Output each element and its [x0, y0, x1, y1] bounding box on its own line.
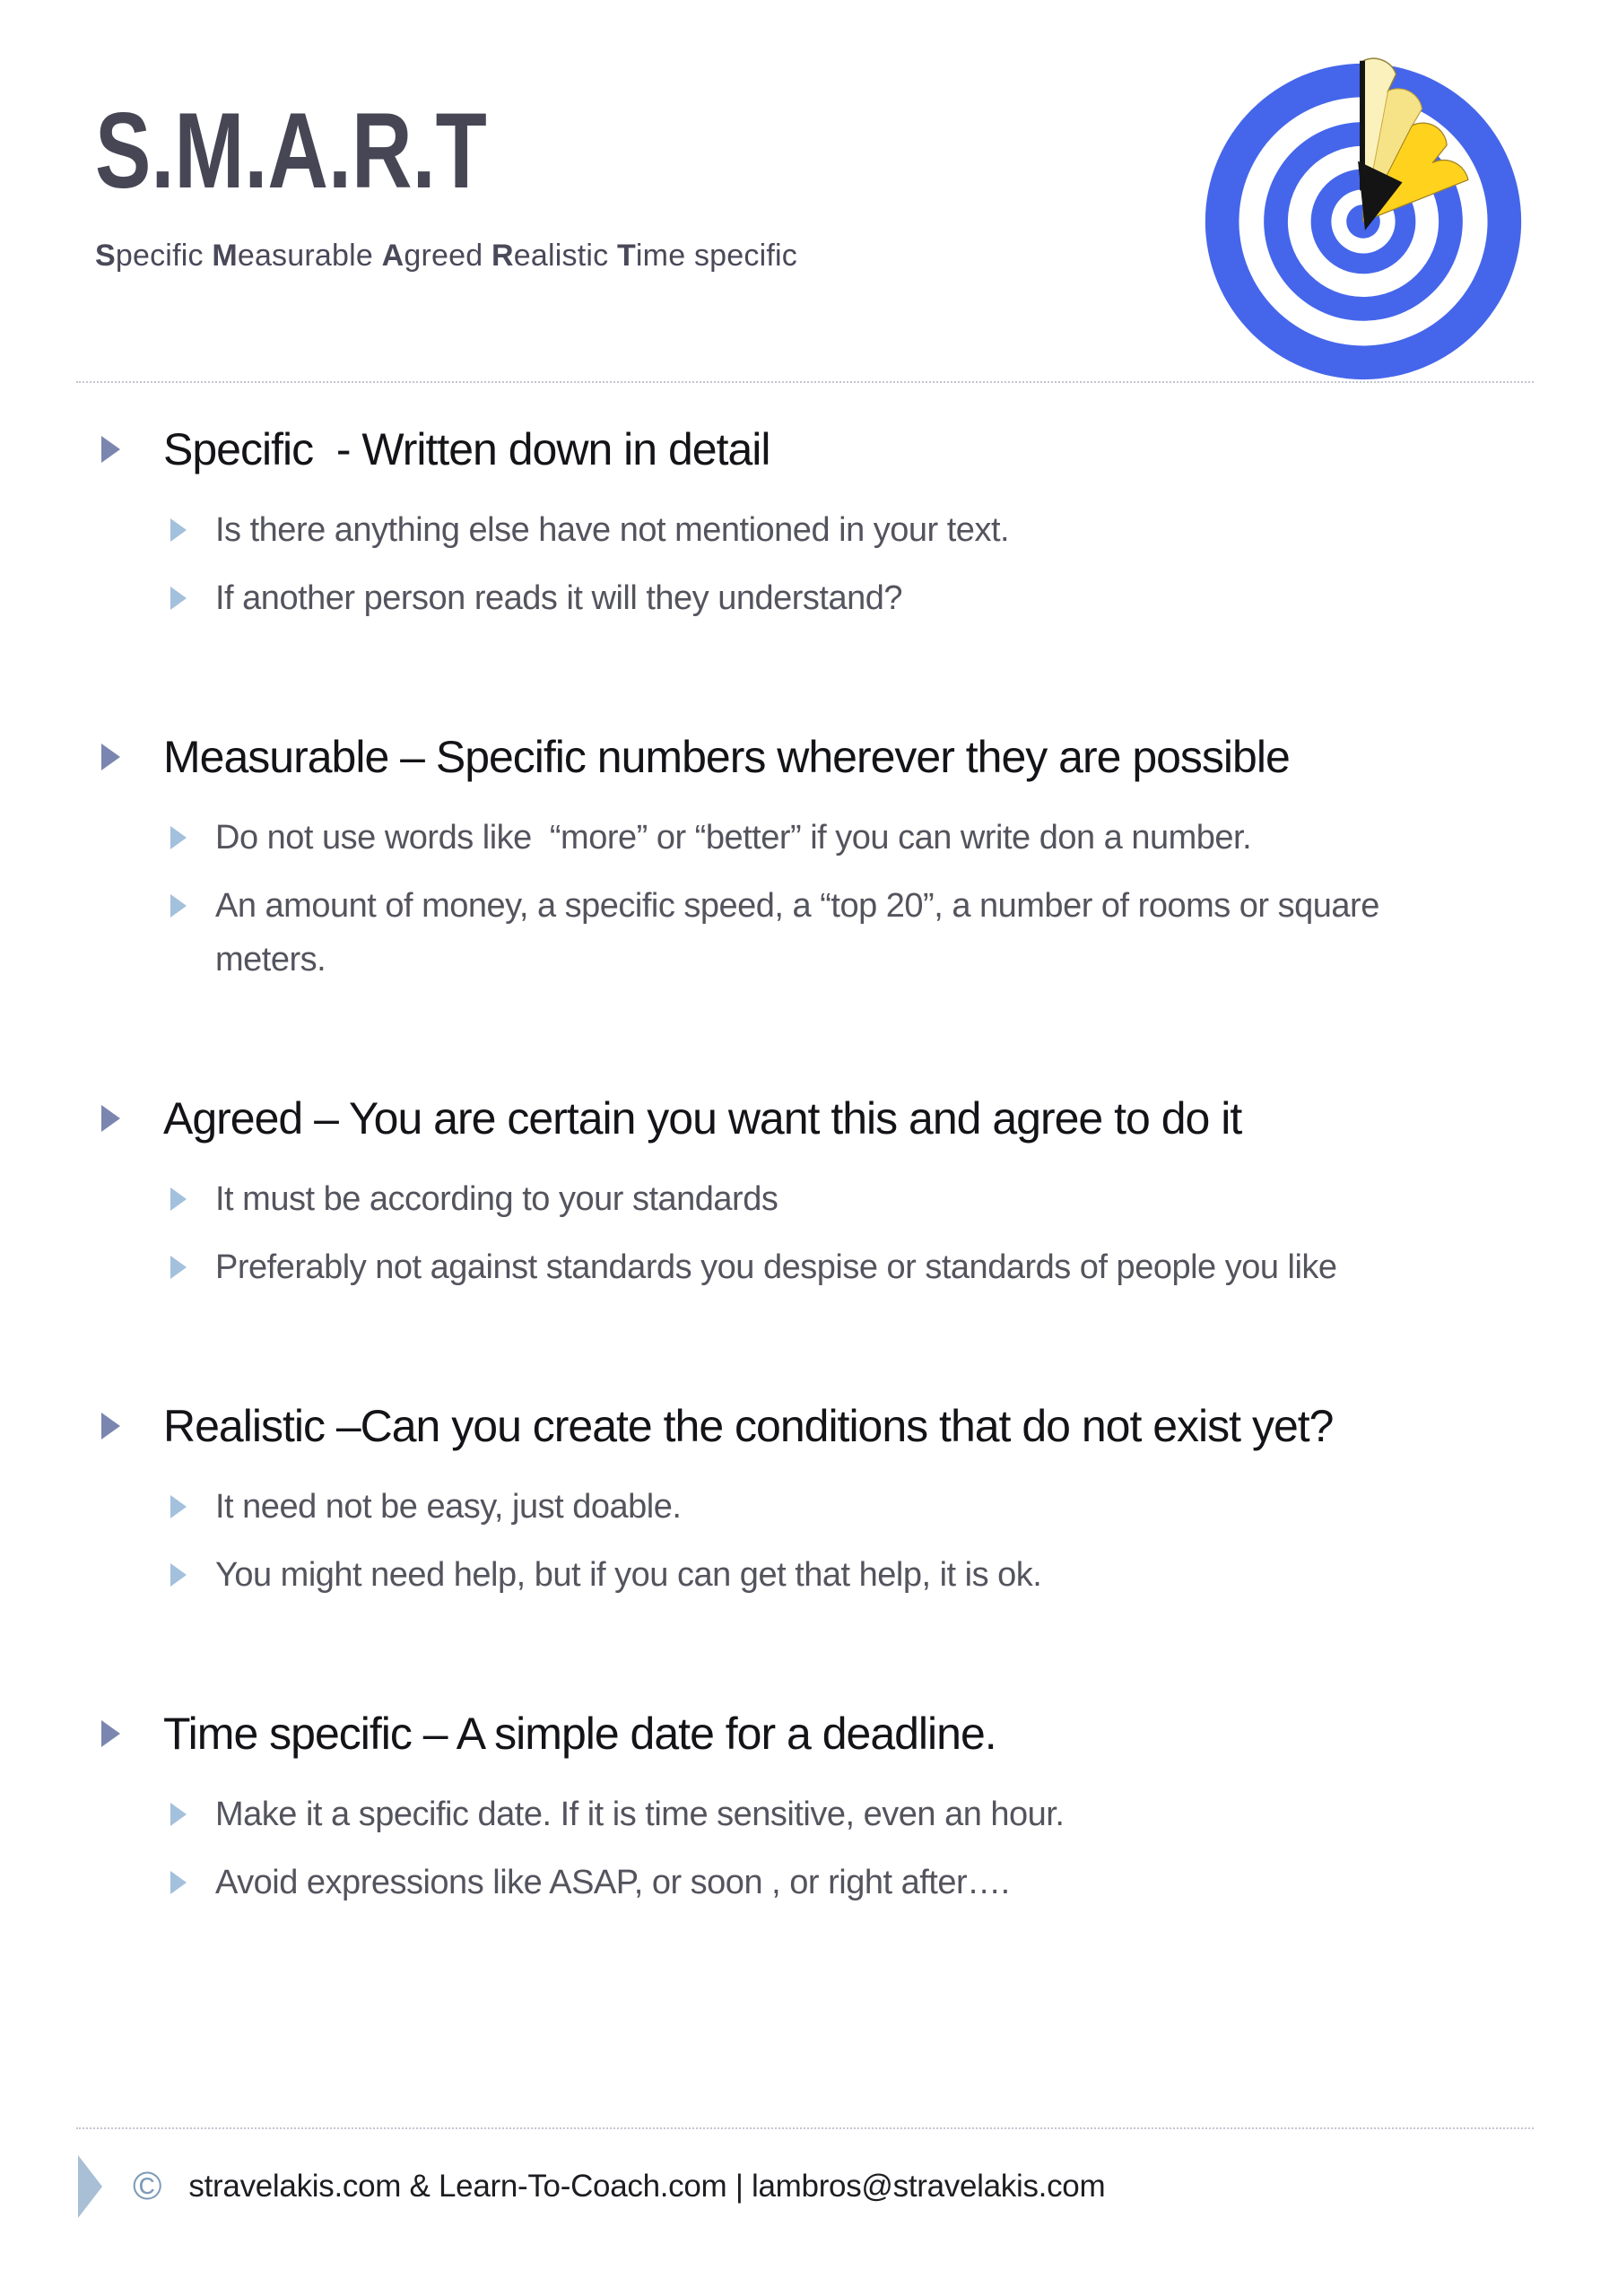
sub-bullet-chevron-icon: [170, 894, 187, 918]
section-heading-label: Agreed – You are certain you want this and agree to do it: [163, 1093, 1242, 1144]
sub-bullet-label: Preferably not against standards you despise or standards of people you like: [215, 1248, 1337, 1286]
subtitle-bold-letter: S: [95, 239, 116, 273]
sub-bullet-label: It need not be easy, just doable.: [215, 1488, 682, 1526]
subtitle-text: pecific: [115, 239, 213, 273]
subtitle-text: ime specific: [635, 239, 797, 273]
section: [101, 728, 1609, 987]
subtitle-bold-letter: T: [616, 239, 636, 273]
section: [101, 1705, 1609, 1909]
bullet-chevron-icon: [101, 1105, 120, 1132]
sub-bullet-label: Avoid expressions like ASAP, or soon , or right after….: [215, 1864, 1010, 1901]
sub-bullets: [101, 503, 1609, 625]
page-title: S.M.A.R.T: [95, 91, 487, 211]
bullet-chevron-icon: [101, 744, 120, 770]
target-icon: [1193, 43, 1534, 386]
page-subtitle: [95, 235, 797, 276]
sub-bullet-chevron-icon: [170, 518, 187, 542]
sub-bullet-label: Make it a specific date. If it is time sensitive, even an hour.: [215, 1796, 1065, 1833]
footer-divider: [76, 2127, 1534, 2129]
section: [101, 1090, 1609, 1294]
subtitle-bold-letter: A: [381, 239, 404, 273]
sub-bullets: [101, 811, 1609, 987]
sub-bullets: [101, 1172, 1609, 1294]
sub-bullets: [101, 1480, 1609, 1602]
sub-bullet-row: [101, 1240, 1609, 1294]
section-heading-label: Specific - Written down in detail: [163, 424, 770, 474]
section-heading-row: [101, 728, 1609, 786]
sub-bullet-row: [101, 811, 1609, 865]
footer-chevron-icon: [78, 2155, 102, 2218]
bullet-chevron-icon: [101, 1720, 120, 1747]
section-heading-label: Measurable – Specific numbers wherever they are possible: [163, 732, 1290, 782]
sub-bullet-chevron-icon: [170, 587, 187, 610]
bullet-chevron-icon: [101, 436, 120, 463]
section-heading-label: Realistic –Can you create the conditions that do not exist yet?: [163, 1401, 1334, 1451]
section: [101, 421, 1609, 625]
bullet-chevron-icon: [101, 1413, 120, 1439]
section-heading-row: [101, 421, 1609, 478]
sections-list: [0, 381, 1609, 2013]
sub-bullet-chevron-icon: [170, 826, 187, 849]
sub-bullet-row: [101, 503, 1609, 557]
copyright-icon: ©: [133, 2164, 162, 2208]
sub-bullet-chevron-icon: [170, 1803, 187, 1826]
sub-bullet-label: Is there anything else have not mentioned in your text.: [215, 511, 1010, 549]
sub-bullet-row: [101, 879, 1609, 987]
sub-bullet-chevron-icon: [170, 1187, 187, 1211]
subtitle-bold-letter: R: [491, 239, 514, 273]
sub-bullets: [101, 1787, 1609, 1909]
footer: [78, 2152, 1534, 2221]
subtitle-text: easurable: [237, 239, 382, 273]
section-heading-label: Time specific – A simple date for a deadline.: [163, 1709, 996, 1759]
sub-bullet-chevron-icon: [170, 1871, 187, 1894]
footer-text: stravelakis.com & Learn-To-Coach.com | lambros@stravelakis.com: [188, 2169, 1106, 2204]
sub-bullet-label: It must be according to your standards: [215, 1180, 778, 1218]
sub-bullet-row: [101, 1480, 1609, 1534]
section-heading-row: [101, 1090, 1609, 1147]
sub-bullet-row: [101, 1548, 1609, 1602]
sub-bullet-chevron-icon: [170, 1495, 187, 1518]
sub-bullet-label: Do not use words like “more” or “better” if you can write don a number.: [215, 819, 1252, 857]
sub-bullet-label: An amount of money, a specific speed, a “top 20”, a number of rooms or square meters.: [215, 887, 1388, 978]
section: [101, 1397, 1609, 1602]
sub-bullet-chevron-icon: [170, 1563, 187, 1587]
sub-bullet-row: [101, 1856, 1609, 1909]
sub-bullet-label: If another person reads it will they understand?: [215, 579, 903, 617]
sub-bullet-row: [101, 1787, 1609, 1841]
subtitle-text: ealistic: [513, 239, 617, 273]
section-heading-row: [101, 1397, 1609, 1455]
sub-bullet-label: You might need help, but if you can get that help, it is ok.: [215, 1556, 1042, 1594]
sub-bullet-row: [101, 571, 1609, 625]
sub-bullet-chevron-icon: [170, 1256, 187, 1279]
sub-bullet-row: [101, 1172, 1609, 1226]
subtitle-text: greed: [404, 239, 491, 273]
subtitle-bold-letter: M: [212, 239, 238, 273]
section-heading-row: [101, 1705, 1609, 1762]
